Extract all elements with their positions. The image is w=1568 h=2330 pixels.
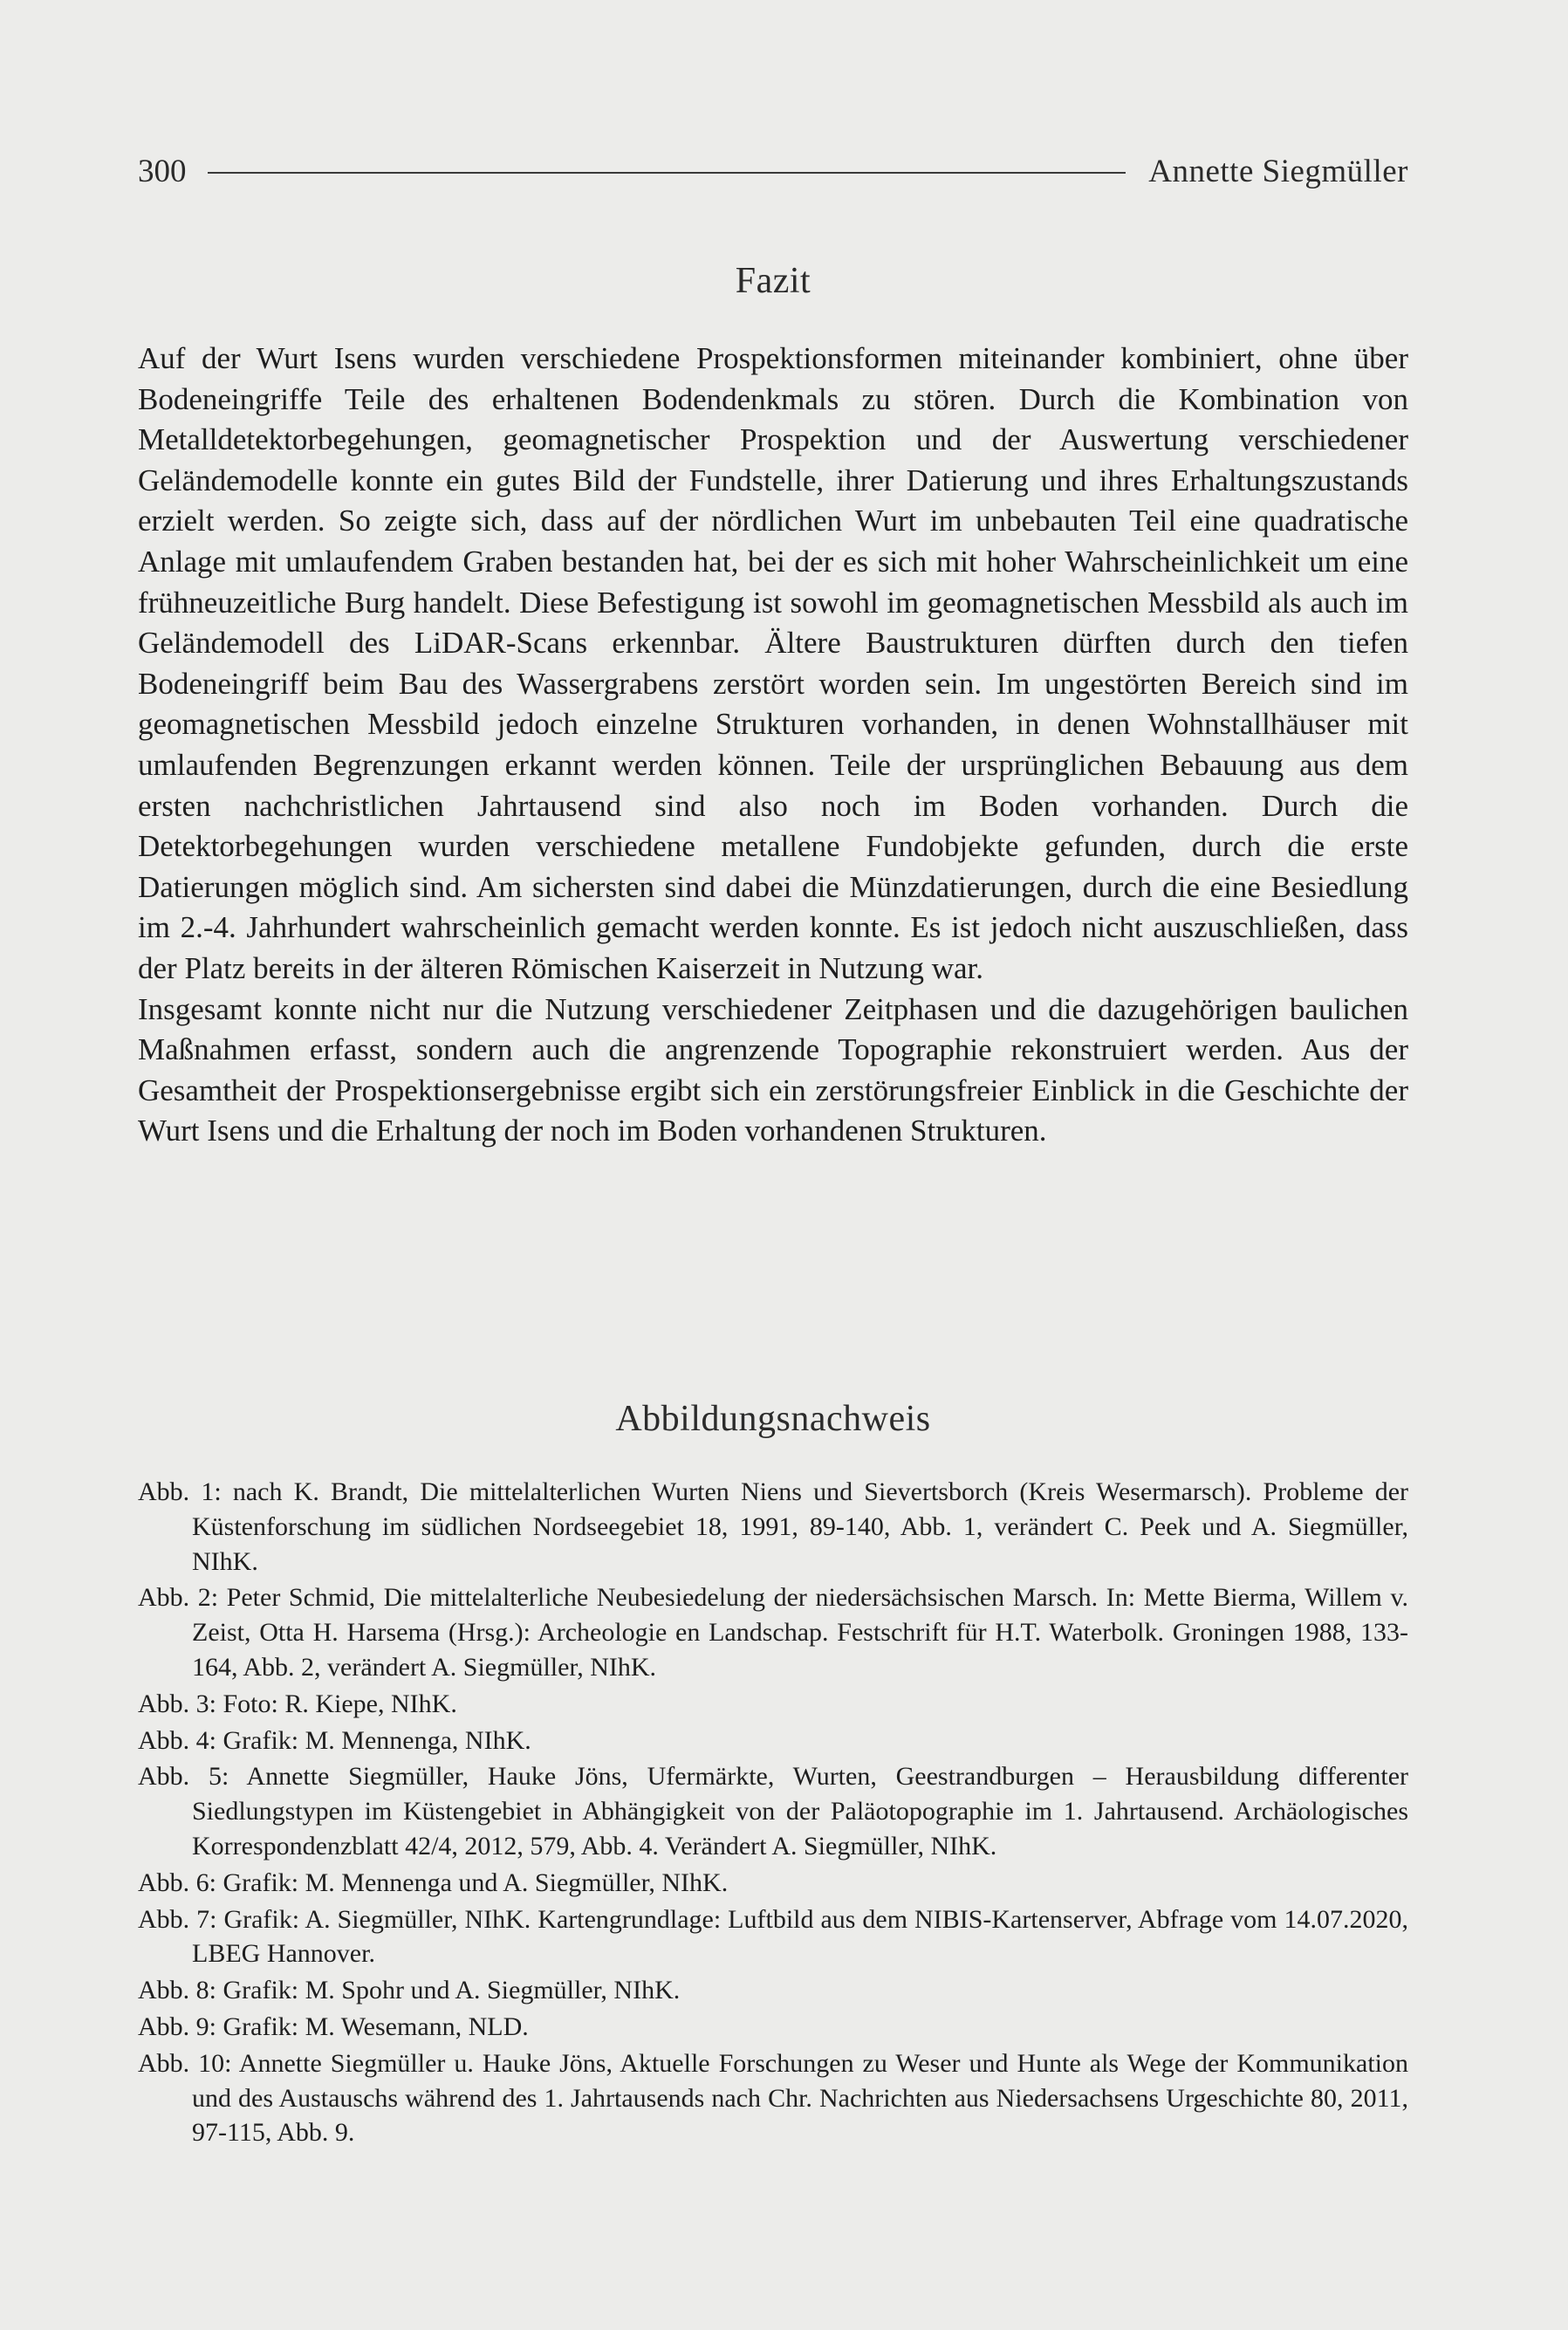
page-number: 300	[138, 153, 187, 189]
section-title-abbildungsnachweis: Abbildungsnachweis	[615, 1399, 931, 1439]
paragraph: Insgesamt konnte nicht nur die Nutzung verschiedener Zeitphasen und die dazugehörigen baulichen Maßnahmen erfasst, sondern auch die angrenzende Topographie rekonstruiert werden. Aus der Gesamtheit der Prospektionsergebnisse ergibt sich ein zerstörungsfreier Einblick in die Geschichte der Wurt Isens und die Erhaltung der noch im Boden vorhandenen Strukturen.	[138, 991, 1408, 1148]
list-item: Abb. 6: Grafik: M. Mennenga und A. Siegmüller, NIhK.	[138, 1867, 729, 1897]
list-item: Abb. 3: Foto: R. Kiepe, NIhK.	[138, 1689, 457, 1718]
figure-credits-list	[138, 1475, 1408, 2152]
running-head	[138, 150, 1408, 192]
list-item: Abb. 1: nach K. Brandt, Die mittelalterlichen Wurten Niens und Sievertsborch (Kreis Wesermarsch). Probleme der Küstenforschung im südlichen Nordseegebiet 18, 1991, 89-140, Abb. 1, verändert C. Peek und A. Siegmüller, NIhK.	[138, 1477, 1408, 1576]
running-head-author: Annette Siegmüller	[1148, 153, 1408, 189]
header-rule	[208, 172, 1126, 174]
list-item: Abb. 10: Annette Siegmüller u. Hauke Jöns, Aktuelle Forschungen zu Weser und Hunte als Wege der Kommunikation und des Austauschs während des 1. Jahrtausends nach Chr. Nachrichten aus Niedersachsens Urgeschichte 80, 2011, 97-115, Abb. 9.	[138, 2048, 1408, 2148]
list-item: Abb. 5: Annette Siegmüller, Hauke Jöns, Ufermärkte, Wurten, Geestrandburgen – Herausbildung differenter Siedlungstypen im Küstengebiet in Abhängigkeit von der Paläotopographie im 1. Jahrtausend. Archäologisches Korrespondenzblatt 42/4, 2012, 579, Abb. 4. Verändert A. Siegmüller, NIhK.	[138, 1762, 1408, 1861]
list-item: Abb. 2: Peter Schmid, Die mittelalterliche Neubesiedelung der niedersächsischen Marsch. In: Mette Bierma, Willem v. Zeist, Otta H. Harsema (Hrsg.): Archeologie en Landschap. Festschrift für H.T. Waterbolk. Groningen 1988, 133-164, Abb. 2, verändert A. Siegmüller, NIhK.	[138, 1583, 1408, 1682]
section-title-fazit: Fazit	[735, 261, 811, 301]
fazit-body	[138, 339, 1408, 1152]
list-item: Abb. 9: Grafik: M. Wesemann, NLD.	[138, 2011, 529, 2041]
list-item: Abb. 4: Grafik: M. Mennenga, NIhK.	[138, 1725, 531, 1755]
list-item: Abb. 8: Grafik: M. Spohr und A. Siegmüller, NIhK.	[138, 1976, 681, 2005]
list-item: Abb. 7: Grafik: A. Siegmüller, NIhK. Kartengrundlage: Luftbild aus dem NIBIS-Kartenserver, Abfrage vom 14.07.2020, LBEG Hannover.	[138, 1904, 1408, 1969]
paragraph: Auf der Wurt Isens wurden verschiedene Prospektionsformen miteinander kombiniert, ohne über Bodeneingriffe Teile des erhaltenen Bodendenkmals zu stören. Durch die Kombination von Metalldetektorbegehungen, geomagnetischer Prospektion und der Auswertung verschiedener Geländemodelle konnte ein gutes Bild der Fundstelle, ihrer Datierung und ihres Erhaltungszustands erzielt werden. So zeigte sich, dass auf der nördlichen Wurt im unbebauten Teil eine quadratische Anlage mit umlaufendem Graben bestanden hat, bei der es sich mit hoher Wahrscheinlichkeit um eine frühneuzeitliche Burg handelt. Diese Befestigung ist sowohl im geomagnetischen Messbild als auch im Geländemodell des LiDAR-Scans erkennbar. Ältere Baustrukturen dürften durch den tiefen Bodeneingriff beim Bau des Wassergrabens zerstört worden sein. Im ungestörten Bereich sind im geomagnetischen Messbild jedoch einzelne Strukturen vorhanden, in denen Wohnstallhäuser mit umlaufenden Begrenzungen erkannt werden können. Teile der ursprünglichen Bebauung aus dem ersten nachchristlichen Jahrtausend sind also noch im Boden vorhanden. Durch die Detektorbegehungen wurden verschiedene metallene Fundobjekte gefunden, durch die erste Datierungen möglich sind. Am sichersten sind dabei die Münzdatierungen, durch die eine Besiedlung im 2.-4. Jahrhundert wahrscheinlich gemacht werden konnte. Es ist jedoch nicht auszuschließen, dass der Platz bereits in der älteren Römischen Kaiserzeit in Nutzung war.	[138, 341, 1408, 985]
